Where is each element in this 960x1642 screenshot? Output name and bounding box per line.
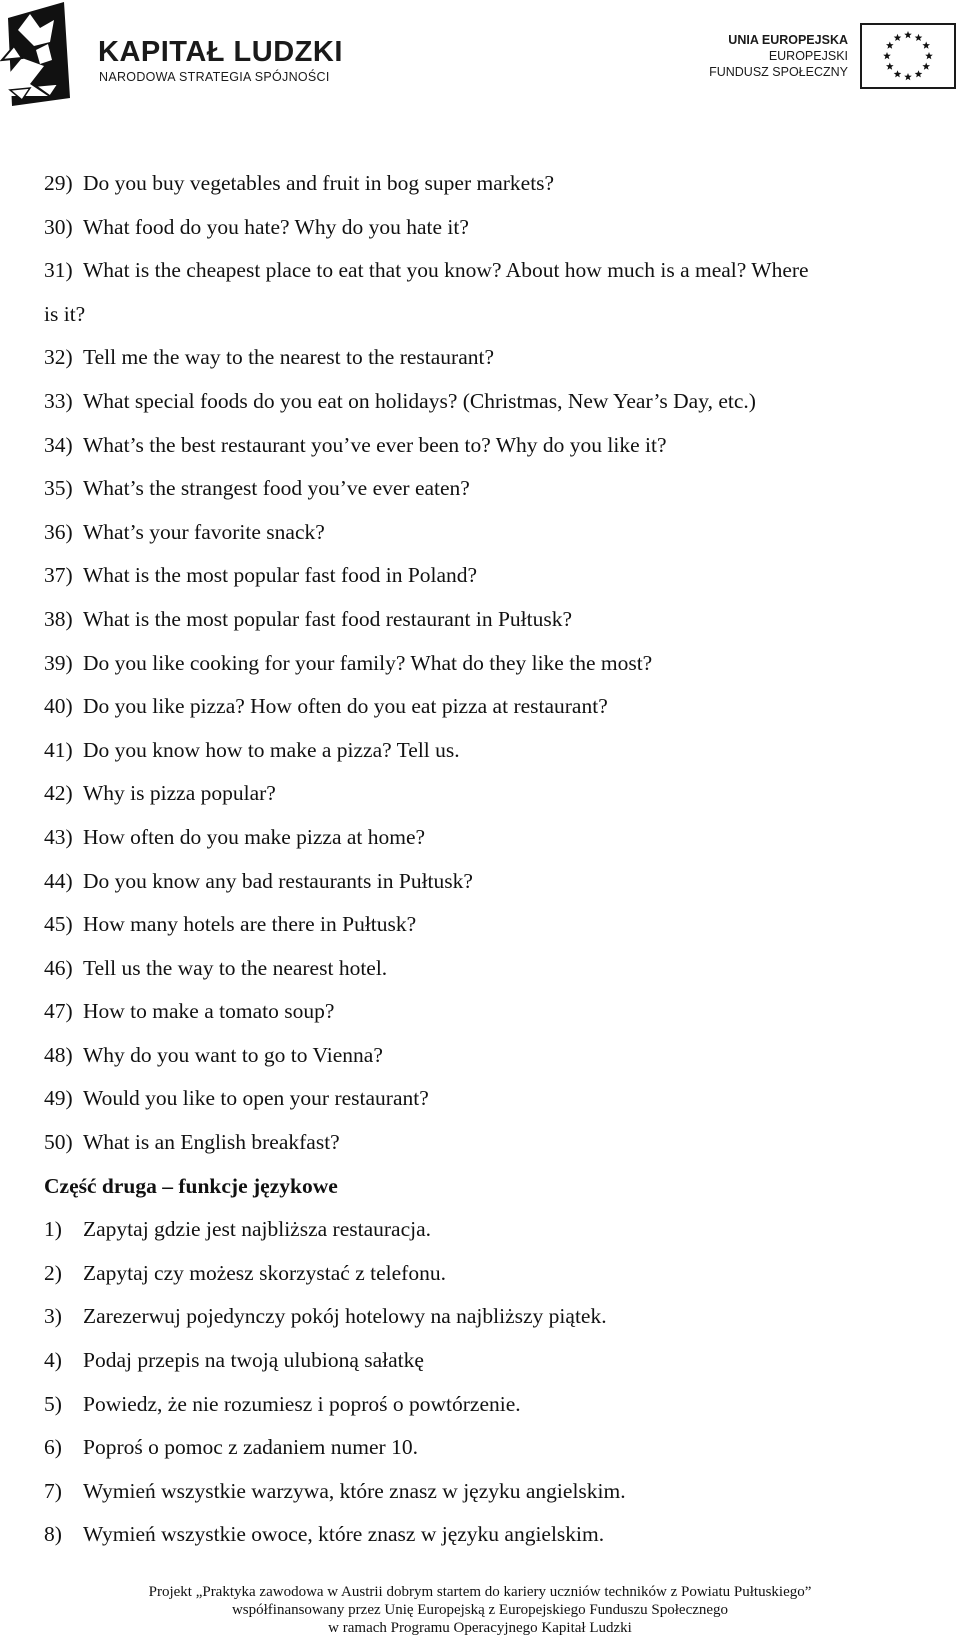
list-item-number: 32) — [44, 345, 73, 370]
list-item-number: 39) — [44, 650, 73, 675]
footer-line-1: Projekt „Praktyka zawodowa w Austrii dobrym startem do kariery uczniów techników z Powiatu Pułtuskiego” — [148, 1584, 812, 1600]
eu-star-icon — [886, 63, 894, 70]
footer-line-2: współfinansowany przez Unię Europejską z Europejskiego Funduszu Społecznego — [231, 1602, 729, 1618]
list-item-text: Do you know how to make a pizza? Tell us. — [83, 737, 460, 762]
list-item-text: Do you buy vegetables and fruit in bog super markets? — [83, 171, 555, 195]
document-body — [44, 162, 944, 1557]
list-item — [44, 990, 944, 1034]
list-item-text: Tell me the way to the nearest to the restaurant? — [83, 345, 495, 370]
list-item-number: 29) — [44, 171, 73, 195]
list-item — [44, 1121, 944, 1165]
list-item-number: 34) — [44, 432, 73, 457]
list-item — [44, 1513, 944, 1557]
list-item — [44, 903, 944, 947]
list-item-text: Powiedz, że nie rozumiesz i poproś o powtórzenie. — [83, 1391, 521, 1416]
eu-logo-line3: FUNDUSZ SPOŁECZNY — [709, 65, 848, 79]
list-item-number: 50) — [44, 1130, 73, 1155]
list-item — [44, 685, 944, 729]
list-item — [44, 1426, 944, 1470]
list-item-number: 7) — [44, 1478, 62, 1503]
list-item — [44, 1470, 944, 1514]
list-item — [44, 947, 944, 991]
list-item-number: 35) — [44, 476, 73, 501]
list-item — [44, 336, 944, 380]
eu-star-icon — [904, 73, 912, 80]
list-item-continuation: is it? — [44, 301, 86, 326]
eu-flag-icon — [860, 23, 956, 89]
list-item-number: 37) — [44, 563, 73, 588]
list-item-number: 42) — [44, 781, 73, 806]
list-item-text: How often do you make pizza at home? — [83, 824, 426, 849]
section-heading: Część druga – funkcje językowe — [44, 1173, 338, 1198]
list-item-number: 36) — [44, 519, 73, 544]
footer-line-3: w ramach Programu Operacyjnego Kapitał Ludzki — [328, 1620, 632, 1636]
eu-logo-line2: EUROPEJSKI — [768, 49, 848, 63]
list-item-number: 38) — [44, 606, 73, 631]
list-item-number: 8) — [44, 1522, 62, 1547]
list-item-text: Wymień wszystkie owoce, które znasz w języku angielskim. — [83, 1522, 605, 1547]
eu-star-icon — [915, 34, 923, 41]
list-item — [44, 1295, 944, 1339]
list-item-text: How to make a tomato soup? — [83, 999, 335, 1024]
list-item-text: What is the cheapest place to eat that you know? About how much is a meal? Where — [83, 258, 809, 283]
eu-logo-line1: UNIA EUROPEJSKA — [728, 33, 848, 47]
list-item — [44, 554, 944, 598]
list-item-text: Why do you want to go to Vienna? — [83, 1042, 383, 1067]
list-item-text: How many hotels are there in Pułtusk? — [83, 912, 417, 937]
list-item-number: 4) — [44, 1348, 62, 1373]
list-item-text: What’s the strangest food you’ve ever eaten? — [83, 476, 470, 501]
list-item-text: Tell us the way to the nearest hotel. — [83, 955, 388, 980]
eu-star-icon — [922, 42, 930, 49]
kapital-ludzki-emblem-icon — [0, 0, 96, 108]
eu-logo — [700, 18, 960, 93]
list-item — [44, 772, 944, 816]
eu-star-icon — [915, 70, 923, 77]
list-item — [44, 1077, 944, 1121]
list-item-number: 41) — [44, 737, 73, 762]
list-item-text: Would you like to open your restaurant? — [83, 1086, 429, 1111]
eu-star-icon — [925, 52, 933, 59]
list-item — [44, 1034, 944, 1078]
list-item — [44, 162, 944, 206]
list-item-number: 5) — [44, 1391, 62, 1416]
list-item — [44, 816, 944, 860]
list-item-text: Zapytaj czy możesz skorzystać z telefonu. — [83, 1260, 446, 1285]
list-item-number: 33) — [44, 388, 73, 413]
list-item-number: 47) — [44, 999, 73, 1024]
list-item — [44, 1252, 944, 1296]
page-footer — [0, 1583, 960, 1637]
list-item — [44, 206, 944, 250]
list-item-number: 31) — [44, 258, 73, 283]
list-item-number: 3) — [44, 1304, 62, 1329]
list-item-number: 48) — [44, 1042, 73, 1067]
list-item-text: Zarezerwuj pojedynczy pokój hotelowy na najbliższy piątek. — [83, 1304, 607, 1329]
list-item — [44, 642, 944, 686]
list-item-text: Poproś o pomoc z zadaniem numer 10. — [83, 1435, 418, 1460]
kapital-ludzki-logo — [0, 0, 343, 110]
question-list — [44, 162, 944, 1165]
list-item-text: Do you like pizza? How often do you eat pizza at restaurant? — [83, 694, 608, 719]
list-item-text: What special foods do you eat on holidays? (Christmas, New Year’s Day, etc.) — [83, 388, 756, 413]
list-item — [44, 424, 944, 468]
list-item — [44, 467, 944, 511]
list-item — [44, 598, 944, 642]
list-item-text: What is an English breakfast? — [83, 1130, 340, 1155]
list-item-text: Why is pizza popular? — [83, 781, 276, 806]
list-item — [44, 380, 944, 424]
list-item-number: 49) — [44, 1086, 73, 1111]
list-item-number: 44) — [44, 868, 73, 893]
list-item — [44, 511, 944, 555]
logo-title: KAPITAŁ LUDZKI — [98, 36, 343, 68]
list-item-text: Wymień wszystkie warzywa, które znasz w języku angielskim. — [83, 1478, 626, 1503]
list-item-number: 45) — [44, 912, 73, 937]
eu-star-icon — [894, 34, 902, 41]
list-item-text: What food do you hate? Why do you hate it? — [83, 214, 469, 239]
list-item-text: Podaj przepis na twoją ulubioną sałatkę — [83, 1348, 424, 1373]
list-item — [44, 860, 944, 904]
list-item-number: 30) — [44, 214, 73, 239]
eu-star-icon — [904, 31, 912, 38]
list-item-text: Do you know any bad restaurants in Pułtusk? — [83, 868, 473, 893]
list-item-number: 40) — [44, 694, 73, 719]
eu-star-icon — [883, 52, 891, 59]
list-item — [44, 249, 944, 293]
list-item-number: 46) — [44, 955, 73, 980]
list-item-number: 2) — [44, 1260, 62, 1285]
list-item-text: What is the most popular fast food in Poland? — [83, 563, 478, 588]
list-item — [44, 1208, 944, 1252]
task-list — [44, 1208, 944, 1557]
list-item-text: What’s the best restaurant you’ve ever been to? Why do you like it? — [83, 432, 667, 457]
list-item-text: Zapytaj gdzie jest najbliższa restauracja. — [83, 1217, 432, 1242]
logo-subtitle: NARODOWA STRATEGIA SPÓJNOŚCI — [99, 70, 330, 84]
list-item-number: 43) — [44, 824, 73, 849]
eu-star-icon — [894, 70, 902, 77]
list-item-number: 6) — [44, 1435, 62, 1460]
list-item-text: What is the most popular fast food restaurant in Pułtusk? — [83, 606, 573, 631]
list-item-text: Do you like cooking for your family? What do they like the most? — [83, 650, 653, 675]
list-item — [44, 1383, 944, 1427]
list-item-number: 1) — [44, 1217, 62, 1242]
list-item — [44, 729, 944, 773]
list-item-text: What’s your favorite snack? — [83, 519, 325, 544]
eu-logo-text — [709, 32, 848, 80]
list-item — [44, 1339, 944, 1383]
eu-star-icon — [886, 42, 894, 49]
eu-star-icon — [922, 63, 930, 70]
